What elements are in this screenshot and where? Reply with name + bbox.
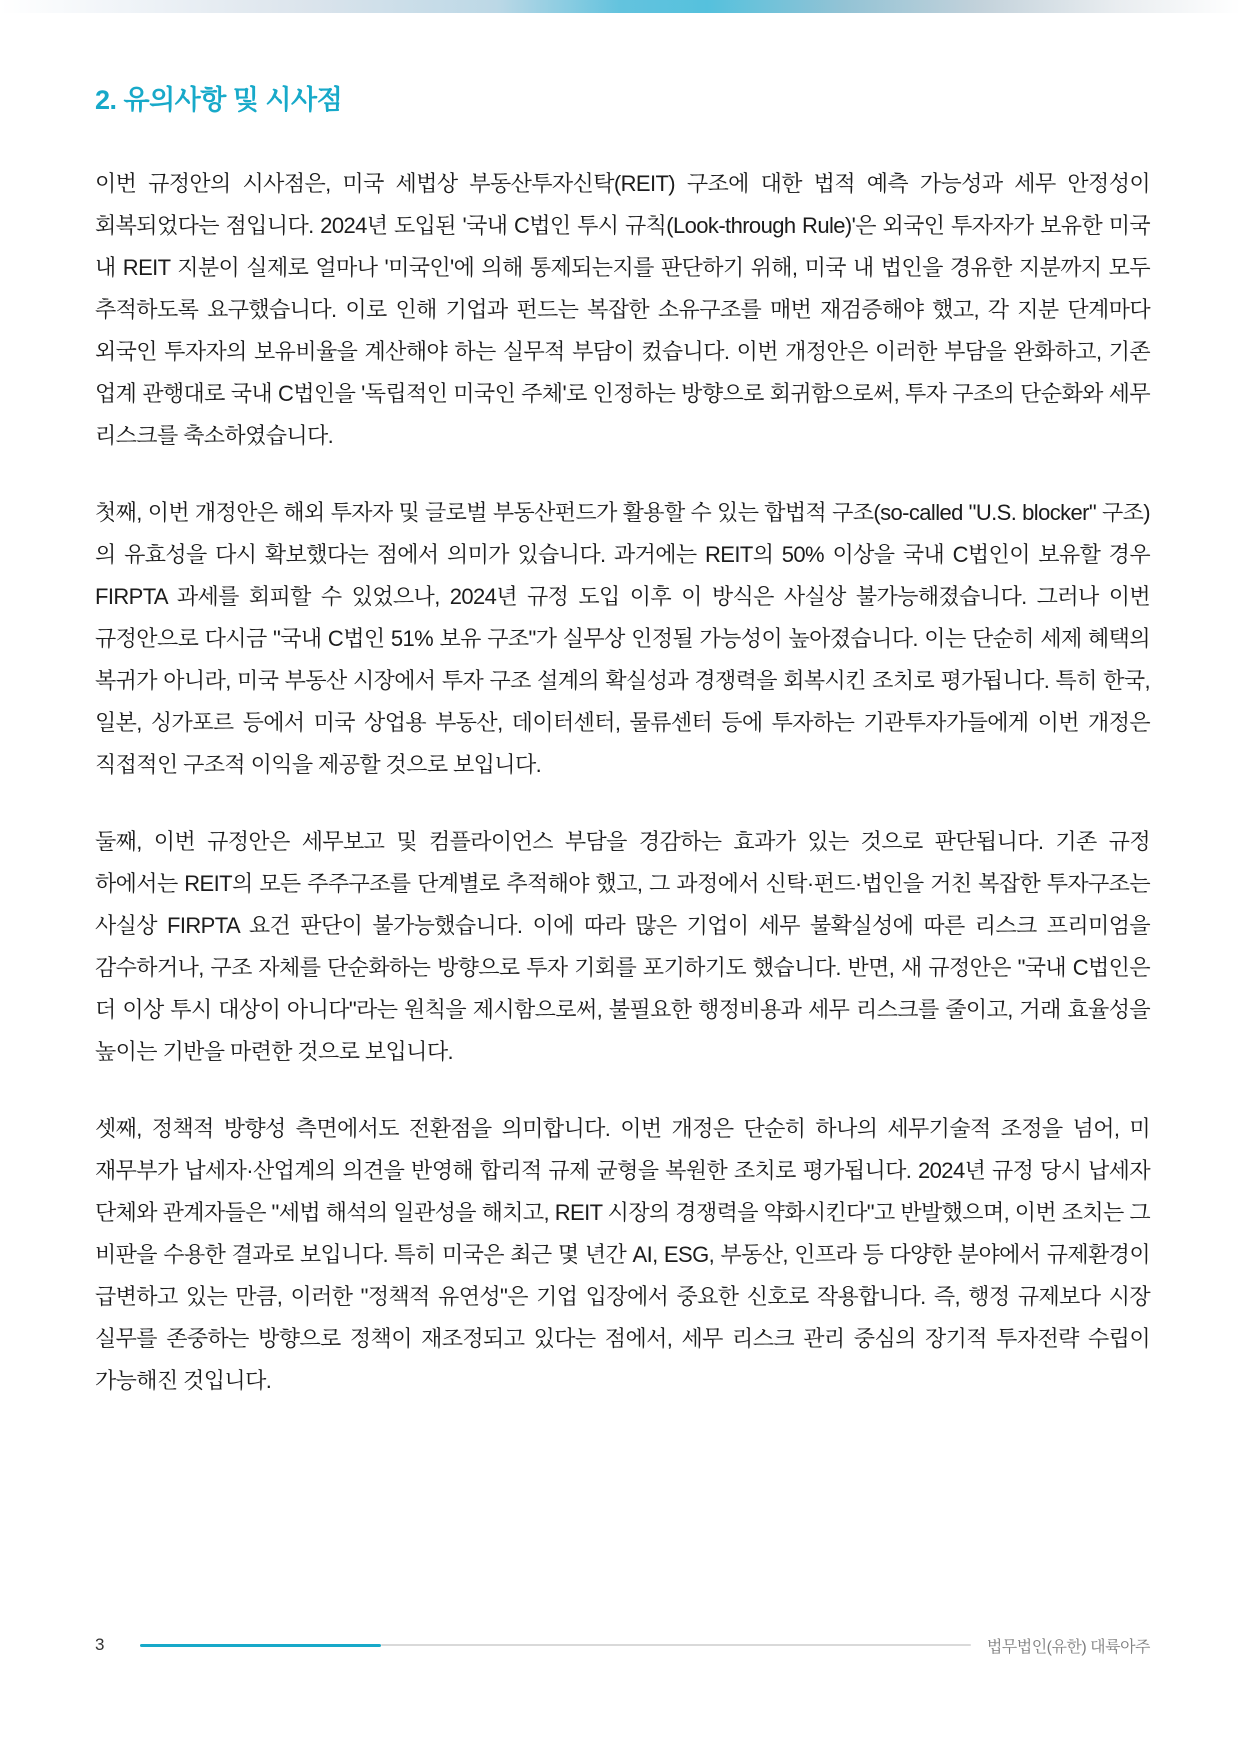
paragraph-first-point: 첫째, 이번 개정안은 해외 투자자 및 글로벌 부동산펀드가 활용할 수 있는 합법적 구조(so-called "U.S. blocker" 구조)의 유효성을 다시 확보했다는 점에서 의미가 있습니다. 과거에는 REIT의 50% 이상을 국내 C법인이 보유할 경우 FIRPTA 과세를 회피할 수 있었으나, 2024년 규정 도입 이후 이 방식은 사실상 불가능해졌습니다. 그러나 이번 규정안으로 다시금 "국내 C법인 51% 보유 구조"가 실무상 인정될 가능성이 높아졌습니다. 이는 단순히 세제 혜택의 복귀가 아니라, 미국 부동산 시장에서 투자 구조 설계의 확실성과 경쟁력을 회복시킨 조치로 평가됩니다. 특히 한국, 일본, 싱가포르 등에서 미국 상업용 부동산, 데이터센터, 물류센터 등에 투자하는 기관투자가들에게 이번 개정은 직접적인 구조적 이익을 제공할 것으로 보입니다.	[95, 500, 1150, 777]
paragraph-third-point: 셋째, 정책적 방향성 측면에서도 전환점을 의미합니다. 이번 개정은 단순히 하나의 세무기술적 조정을 넘어, 미 재무부가 납세자·산업계의 의견을 반영해 합리적 규제 균형을 복원한 조치로 평가됩니다. 2024년 규정 당시 납세자 단체와 관계자들은 "세법 해석의 일관성을 해치고, REIT 시장의 경쟁력을 약화시킨다"고 반발했으며, 이번 조치는 그 비판을 수용한 결과로 보입니다. 특히 미국은 최근 몇 년간 AI, ESG, 부동산, 인프라 등 다양한 분야에서 규제환경이 급변하고 있는 만큼, 이러한 "정책적 유연성"은 기업 입장에서 중요한 신호로 작용합니다. 즉, 행정 규제보다 시장 실무를 존중하는 방향으로 정책이 재조정되고 있다는 점에서, 세무 리스크 관리 중심의 장기적 투자전략 수립이 가능해진 것입니다.	[95, 1116, 1150, 1393]
page-number: 3	[95, 1635, 105, 1654]
footer-rule-gray-segment	[381, 1644, 971, 1646]
page-content	[95, 0, 1150, 1437]
footer-rule	[140, 1644, 970, 1647]
page-footer	[95, 1632, 1150, 1658]
footer-rule-accent-segment	[140, 1644, 381, 1647]
firm-name: 법무법인(유한) 대륙아주	[986, 1638, 1150, 1656]
paragraph-intro: 이번 규정안의 시사점은, 미국 세법상 부동산투자신탁(REIT) 구조에 대한 법적 예측 가능성과 세무 안정성이 회복되었다는 점입니다. 2024년 도입된 '국내 C법인 투시 규칙(Look-through Rule)'은 외국인 투자자가 보유한 미국 내 REIT 지분이 실제로 얼마나 '미국인'에 의해 통제되는지를 판단하기 위해, 미국 내 법인을 경유한 지분까지 모두 추적하도록 요구했습니다. 이로 인해 기업과 펀드는 복잡한 소유구조를 매번 재검증해야 했고, 각 지분 단계마다 외국인 투자자의 보유비율을 계산해야 하는 실무적 부담이 컸습니다. 이번 개정안은 이러한 부담을 완화하고, 기존 업계 관행대로 국내 C법인을 '독립적인 미국인 주체'로 인정하는 방향으로 회귀함으로써, 투자 구조의 단순화와 세무 리스크를 축소하였습니다.	[95, 171, 1150, 448]
section-heading: 2. 유의사항 및 시사점	[95, 85, 343, 115]
paragraph-second-point: 둘째, 이번 규정안은 세무보고 및 컴플라이언스 부담을 경감하는 효과가 있는 것으로 판단됩니다. 기존 규정 하에서는 REIT의 모든 주주구조를 단계별로 추적해야 했고, 그 과정에서 신탁·펀드·법인을 거친 복잡한 투자구조는 사실상 FIRPTA 요건 판단이 불가능했습니다. 이에 따라 많은 기업이 세무 불확실성에 따른 리스크 프리미엄을 감수하거나, 구조 자체를 단순화하는 방향으로 투자 기회를 포기하기도 했습니다. 반면, 새 규정안은 "국내 C법인은 더 이상 투시 대상이 아니다"라는 원칙을 제시함으로써, 불필요한 행정비용과 세무 리스크를 줄이고, 거래 효율성을 높이는 기반을 마련한 것으로 보입니다.	[95, 829, 1150, 1064]
